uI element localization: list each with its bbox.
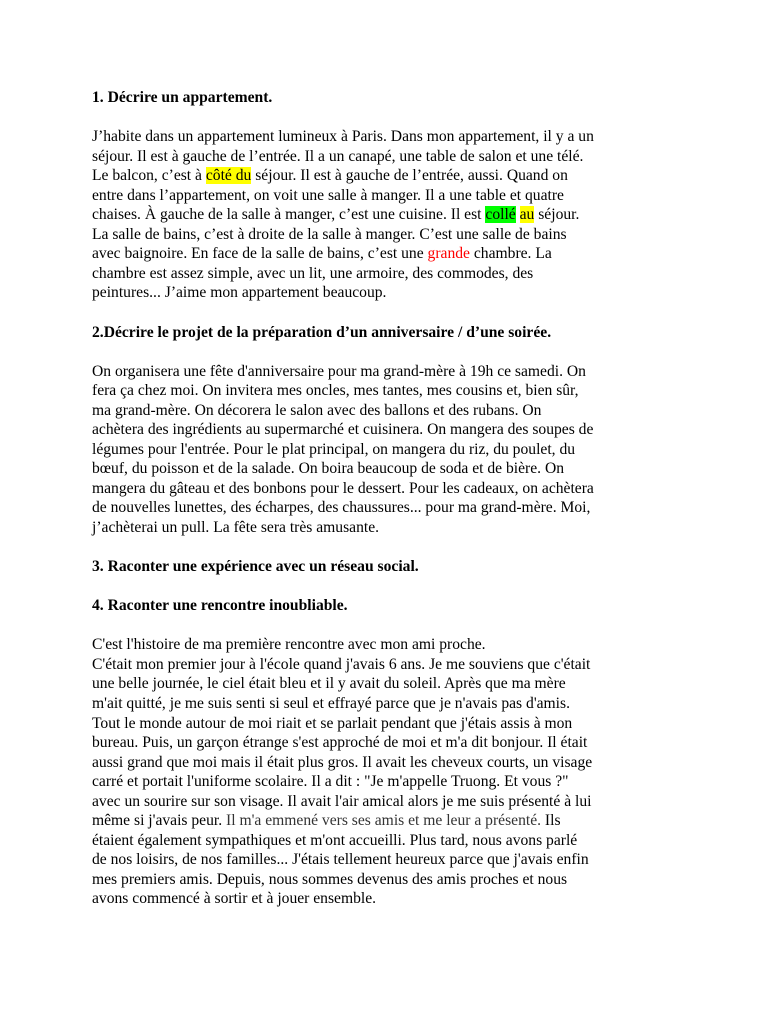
text-line: peintures... J’aime mon appartement beaucoup. <box>92 284 387 302</box>
text-line: de nouvelles lunettes, des écharpes, des chaussures... pour ma grand-mère. Moi, <box>92 499 591 517</box>
text-line: entre dans l’appartement, on voit une salle à manger. Il a une table et quatre <box>92 186 564 204</box>
text-line: une belle journée, le ciel était bleu et il y avait du soleil. Après que ma mère <box>92 675 566 693</box>
text-line: bœuf, du poisson et de la salade. On boira beaucoup de soda et de bière. On <box>92 460 565 478</box>
section-2-heading: 2.Décrire le projet de la préparation d’un anniversaire / d’une soirée. <box>92 323 552 341</box>
section-4-paragraph <box>92 635 692 909</box>
text-run: Le balcon, c’est à <box>92 167 206 185</box>
highlight-yellow: côté du <box>205 167 252 185</box>
text-line: étaient également sympathiques et m'ont accueilli. Plus tard, nous avons parlé <box>92 831 578 849</box>
text-line: mes premiers amis. Depuis, nous sommes devenus des amis proches et nous <box>92 870 568 888</box>
text-line: C'est l'histoire de ma première rencontre avec mon ami proche. <box>92 636 486 654</box>
text-line: séjour. Il est à gauche de l’entrée. Il a un canapé, une table de salon et une télé. <box>92 147 584 165</box>
text-line: mangera du gâteau et des bonbons pour le dessert. Pour les cadeaux, on achètera <box>92 479 594 497</box>
text-line: La salle de bains, c’est à droite de la salle à manger. C’est une salle de bains <box>92 225 567 243</box>
text-line: achètera des ingrédients au supermarché et cuisinera. On mangera des soupes de <box>92 421 594 439</box>
text-line: chambre est assez simple, avec un lit, une armoire, des commodes, des <box>92 264 534 282</box>
text-line: Tout le monde autour de moi riait et se parlait pendant que j'étais assis à mon <box>92 714 573 732</box>
soft-text: Il m'a emmené vers ses amis et me leur a présenté. <box>226 812 542 830</box>
text-run: séjour. Il est à gauche de l’entrée, aussi. Quand on <box>251 167 568 185</box>
spacer <box>92 108 692 128</box>
section-4-heading: 4. Raconter une rencontre inoubliable. <box>92 597 348 615</box>
red-text: grande <box>427 245 470 263</box>
text-line <box>92 244 692 264</box>
text-run: même si j'avais peur. <box>92 812 227 830</box>
spacer <box>92 538 692 558</box>
section-1-heading: 1. Décrire un appartement. <box>92 89 273 106</box>
text-line: avons commencé à sortir et à jouer ensemble. <box>92 890 377 908</box>
text-run: avec baignoire. En face de la salle de bains, c’est une <box>92 245 428 263</box>
text-line: avec un sourire sur son visage. Il avait l'air amical alors je me suis présenté à lui <box>92 792 592 810</box>
spacer <box>92 303 692 323</box>
text-line: On organisera une fête d'anniversaire pour ma grand-mère à 19h ce samedi. On <box>92 362 586 380</box>
text-line: ma grand-mère. On décorera le salon avec des ballons et des rubans. On <box>92 401 542 419</box>
text-line: bureau. Puis, un garçon étrange s'est approché de moi et m'a dit bonjour. Il était <box>92 734 588 752</box>
text-run: séjour. <box>534 206 580 224</box>
section-3-heading: 3. Raconter une expérience avec un réseau social. <box>92 558 419 576</box>
text-line: j’achèterai un pull. La fête sera très amusante. <box>92 519 380 537</box>
section-1-paragraph <box>92 127 692 303</box>
text-line: fera ça chez moi. On invitera mes oncles, mes tantes, mes cousins et, bien sûr, <box>92 382 579 400</box>
highlight-green: collé <box>485 206 516 224</box>
text-line: m'ait quitté, je me suis senti si seul et effrayé parce que je n'avais pas d'amis. <box>92 694 570 712</box>
text-run: chambre. La <box>469 245 552 263</box>
text-line <box>92 205 692 225</box>
text-line <box>92 166 692 186</box>
spacer <box>92 616 692 636</box>
spacer <box>92 577 692 597</box>
spacer <box>92 342 692 362</box>
text-run: chaises. À gauche de la salle à manger, c’est une cuisine. Il est <box>92 206 486 224</box>
document-page <box>92 88 692 909</box>
text-line <box>92 811 692 831</box>
text-line: J’habite dans un appartement lumineux à Paris. Dans mon appartement, il y a un <box>92 128 594 146</box>
text-line: carré et portait l'uniforme scolaire. Il a dit : "Je m'appelle Truong. Et vous ?" <box>92 773 569 791</box>
highlight-yellow: au <box>519 206 535 224</box>
text-line: légumes pour l'entrée. Pour le plat principal, on mangera du riz, du poulet, du <box>92 440 576 458</box>
text-run: Ils <box>541 812 561 830</box>
text-line: aussi grand que moi mais il était plus gros. Il avait les cheveux courts, un visage <box>92 753 593 771</box>
text-line: C'était mon premier jour à l'école quand j'avais 6 ans. Je me souviens que c'était <box>92 655 591 673</box>
text-line: de nos loisirs, de nos familles... J'étais tellement heureux parce que j'avais enfin <box>92 851 589 869</box>
section-2-paragraph <box>92 362 692 538</box>
